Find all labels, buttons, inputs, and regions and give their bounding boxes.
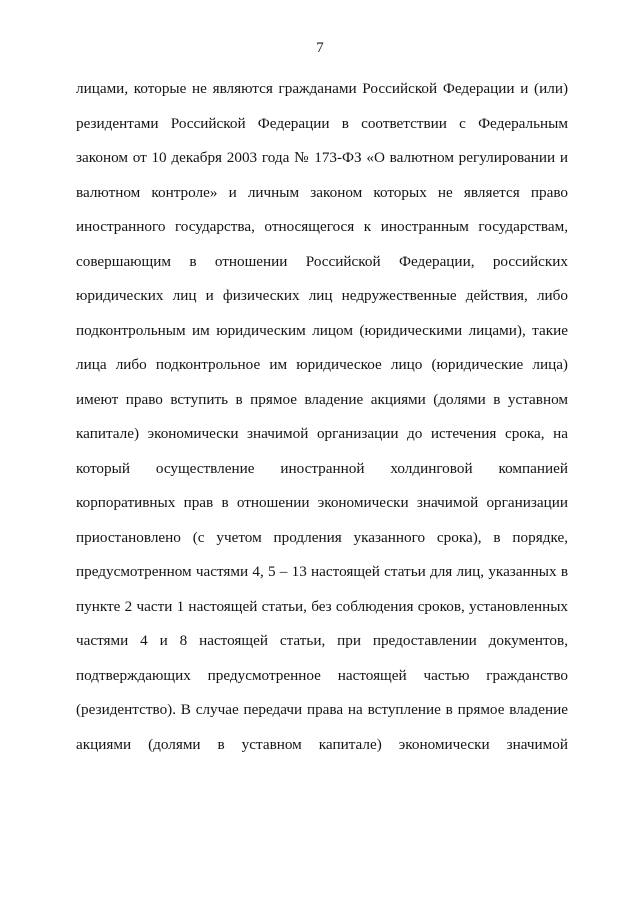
text-line: приостановлено (с учетом продления указанного срока), в порядке, [76, 528, 568, 546]
text-line: акциями (долями в уставном капитале) экономически значимой [76, 735, 568, 753]
document-body [76, 72, 568, 762]
text-line: юридических лиц и физических лиц недружественные действия, либо [76, 287, 568, 304]
text-line: иностранного государства, относящегося к иностранным государствам, [76, 218, 568, 235]
text-line: имеют право вступить в прямое владение акциями (долями в уставном [76, 390, 568, 408]
text-line: частями 4 и 8 настоящей статьи, при предоставлении документов, [76, 632, 568, 649]
text-line: подконтрольным им юридическим лицом (юридическими лицами), такие [76, 321, 568, 339]
text-line: капитале) экономически значимой организации до истечения срока, на [76, 425, 568, 442]
text-line: (резидентство). В случае передачи права на вступление в прямое владение [76, 701, 568, 718]
text-line: резидентами Российской Федерации в соответствии с Федеральным [76, 114, 568, 132]
text-line: совершающим в отношении Российской Федерации, российских [76, 252, 568, 270]
text-line: который осуществление иностранной холдинговой компанией [76, 459, 568, 477]
text-line: лица либо подконтрольное им юридическое лицо (юридические лица) [76, 356, 568, 373]
text-line: валютном контроле» и личным законом которых не является право [76, 183, 568, 201]
text-line: корпоративных прав в отношении экономически значимой организации [76, 494, 568, 511]
page-number: 7 [316, 40, 324, 56]
text-line: подтверждающих предусмотренное настоящей частью гражданство [76, 666, 568, 684]
text-line: пункте 2 части 1 настоящей статьи, без соблюдения сроков, установленных [76, 597, 568, 615]
text-line: предусмотренном частями 4, 5 – 13 настоящей статьи для лиц, указанных в [76, 563, 568, 580]
text-line: лицами, которые не являются гражданами Российской Федерации и (или) [76, 80, 568, 97]
text-line: законом от 10 декабря 2003 года № 173-ФЗ «О валютном регулировании и [76, 149, 568, 166]
